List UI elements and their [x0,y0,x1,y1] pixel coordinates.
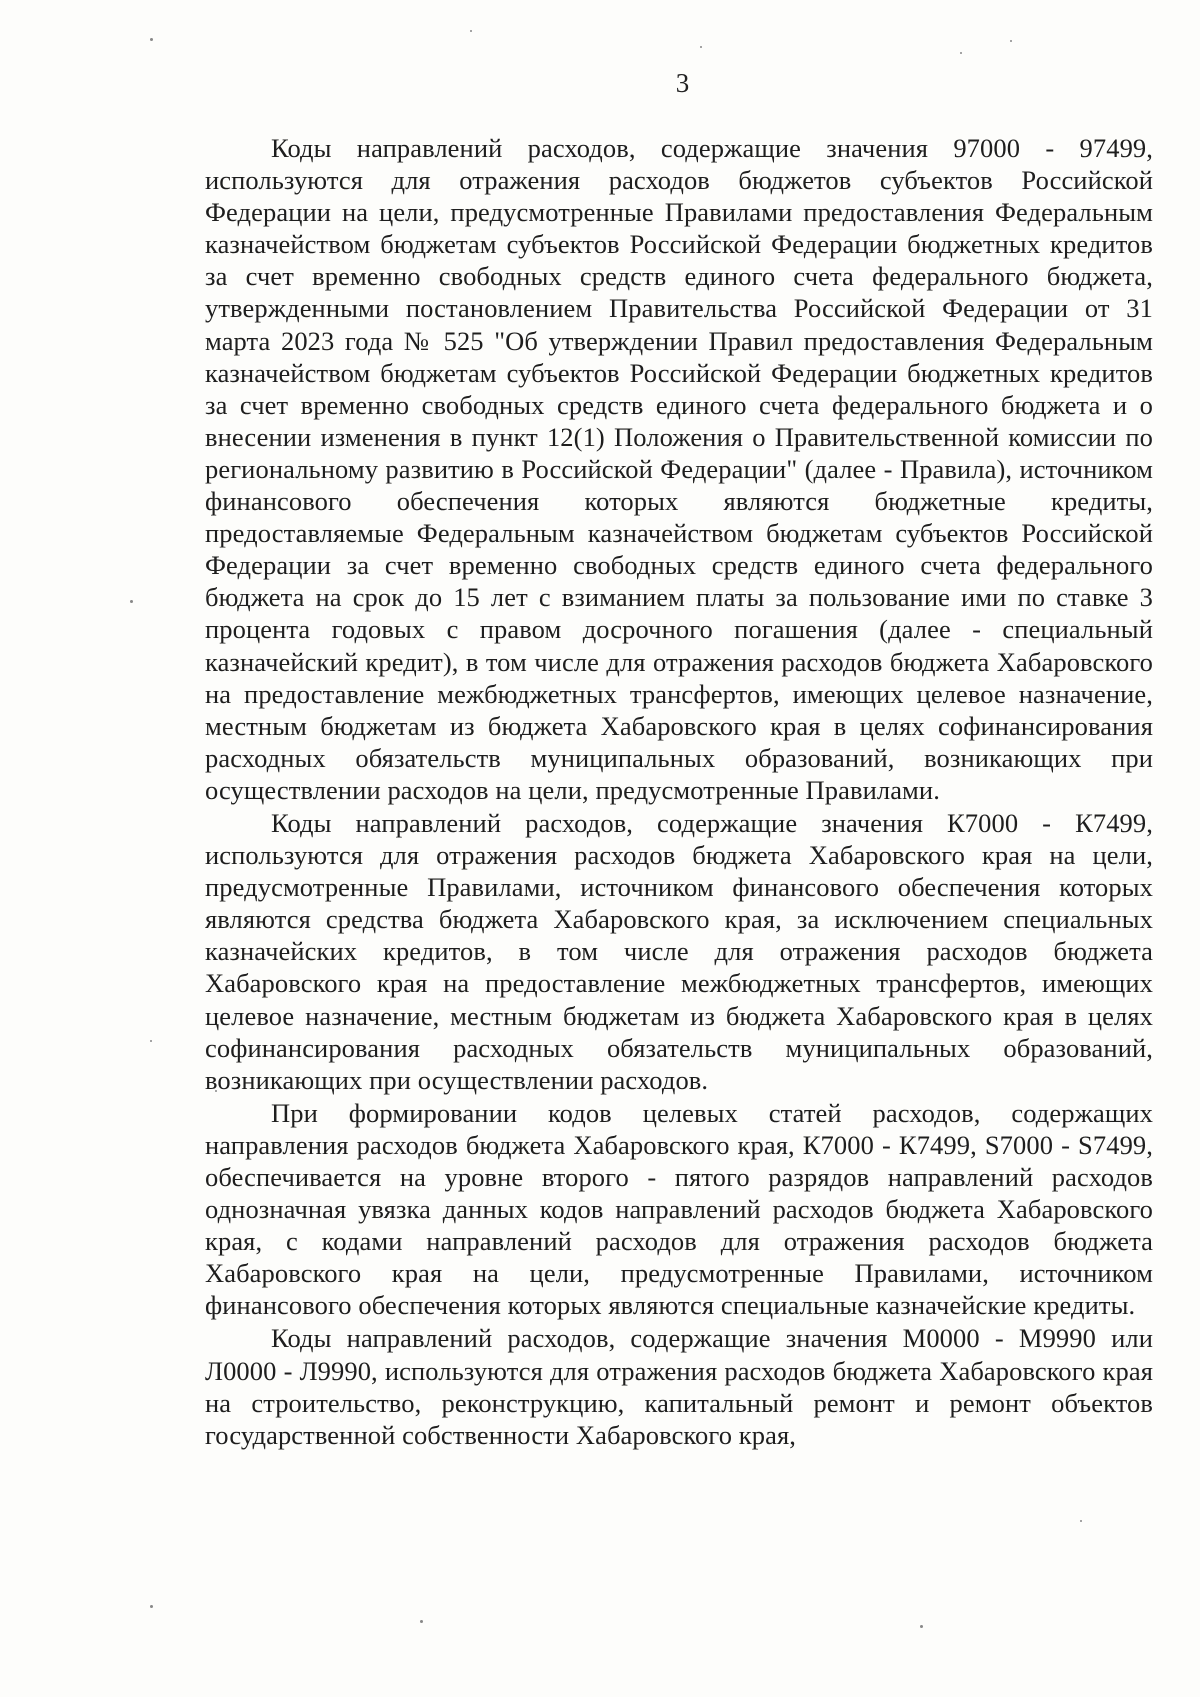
scan-speck [920,1625,923,1628]
scan-speck [420,1620,423,1623]
scan-speck [150,38,153,41]
scan-speck [150,1605,153,1608]
scan-speck [960,52,962,54]
paragraph: При формировании кодов целевых статей расходов, содержащих направления расходов бюджета Хабаровского края, К7000 - К7499, S7000 - S7499, обеспечивается на уровне второго - пятого разрядов направлений расходов однозначная увязка данных кодов направлений расходов бюджета Хабаровского края, с кодами направлений расходов для отражения расходов бюджета Хабаровского края на цели, предусмотренные Правилами, источником финансового обеспечения которых являются специальные казначейские кредиты. [205,1097,1153,1321]
paragraph: Коды направлений расходов, содержащие значения 97000 - 97499, используются для отражения расходов бюджетов субъектов Российской Федерации на цели, предусмотренные Правилами предоставления Федеральным казначейством бюджетам субъектов Российской Федерации бюджетных кредитов за счет временно свободных средств единого счета федерального бюджета, утвержденными постановлением Правительства Российской Федерации от 31 марта 2023 года № 525 "Об утверждении Правил предоставления Федеральным казначейством бюджетам субъектов Российской Федерации бюджетных кредитов за счет временно свободных средств единого счета федерального бюджета и о внесении изменения в пункт 12(1) Положения о Правительственной комиссии по региональному развитию в Российской Федерации" (далее - Правила), источником финансового обеспечения которых являются бюджетные кредиты, предоставляемые Федеральным казначейством бюджетам субъектов Российской Федерации за счет временно свободных средств единого счета федерального бюджета на срок до 15 лет с взиманием платы за пользование ими по ставке 3 процента годовых с правом досрочного погашения (далее - специальный казначейский кредит), в том числе для отражения расходов бюджета Хабаровского на предоставление межбюджетных трансфертов, имеющих целевое назначение, местным бюджетам из бюджета Хабаровского края в целях софинансирования расходных обязательств муниципальных образований, возникающих при осуществлении расходов на цели, предусмотренные Правилами. [205,133,1153,805]
paragraph: Коды направлений расходов, содержащие значения К7000 - К7499, используются для отражения расходов бюджета Хабаровского края на цели, предусмотренные Правилами, источником финансового обеспечения которых являются средства бюджета Хабаровского края, за исключением специальных казначейских кредитов, в том числе для отражения расходов бюджета Хабаровского края на предоставление межбюджетных трансфертов, имеющих целевое назначение, местным бюджетам из бюджета Хабаровского края в целях софинансирования расходных обязательств муниципальных образований, возникающих при осуществлении расходов. [205,807,1153,1095]
scan-speck [150,1040,152,1042]
page-number: 3 [675,68,690,98]
paragraph: Коды направлений расходов, содержащие значения М0000 - М9990 или Л0000 - Л9990, используются для отражения расходов бюджета Хабаровского края на строительство, реконструкцию, капитальный ремонт и ремонт объектов государственной собственности Хабаровского края, [205,1323,1153,1450]
scan-speck [470,30,472,32]
scan-speck [130,600,133,603]
scan-speck [1010,40,1012,42]
body-text [205,132,1153,1452]
scan-speck [700,46,702,48]
scan-speck [1080,1520,1082,1522]
